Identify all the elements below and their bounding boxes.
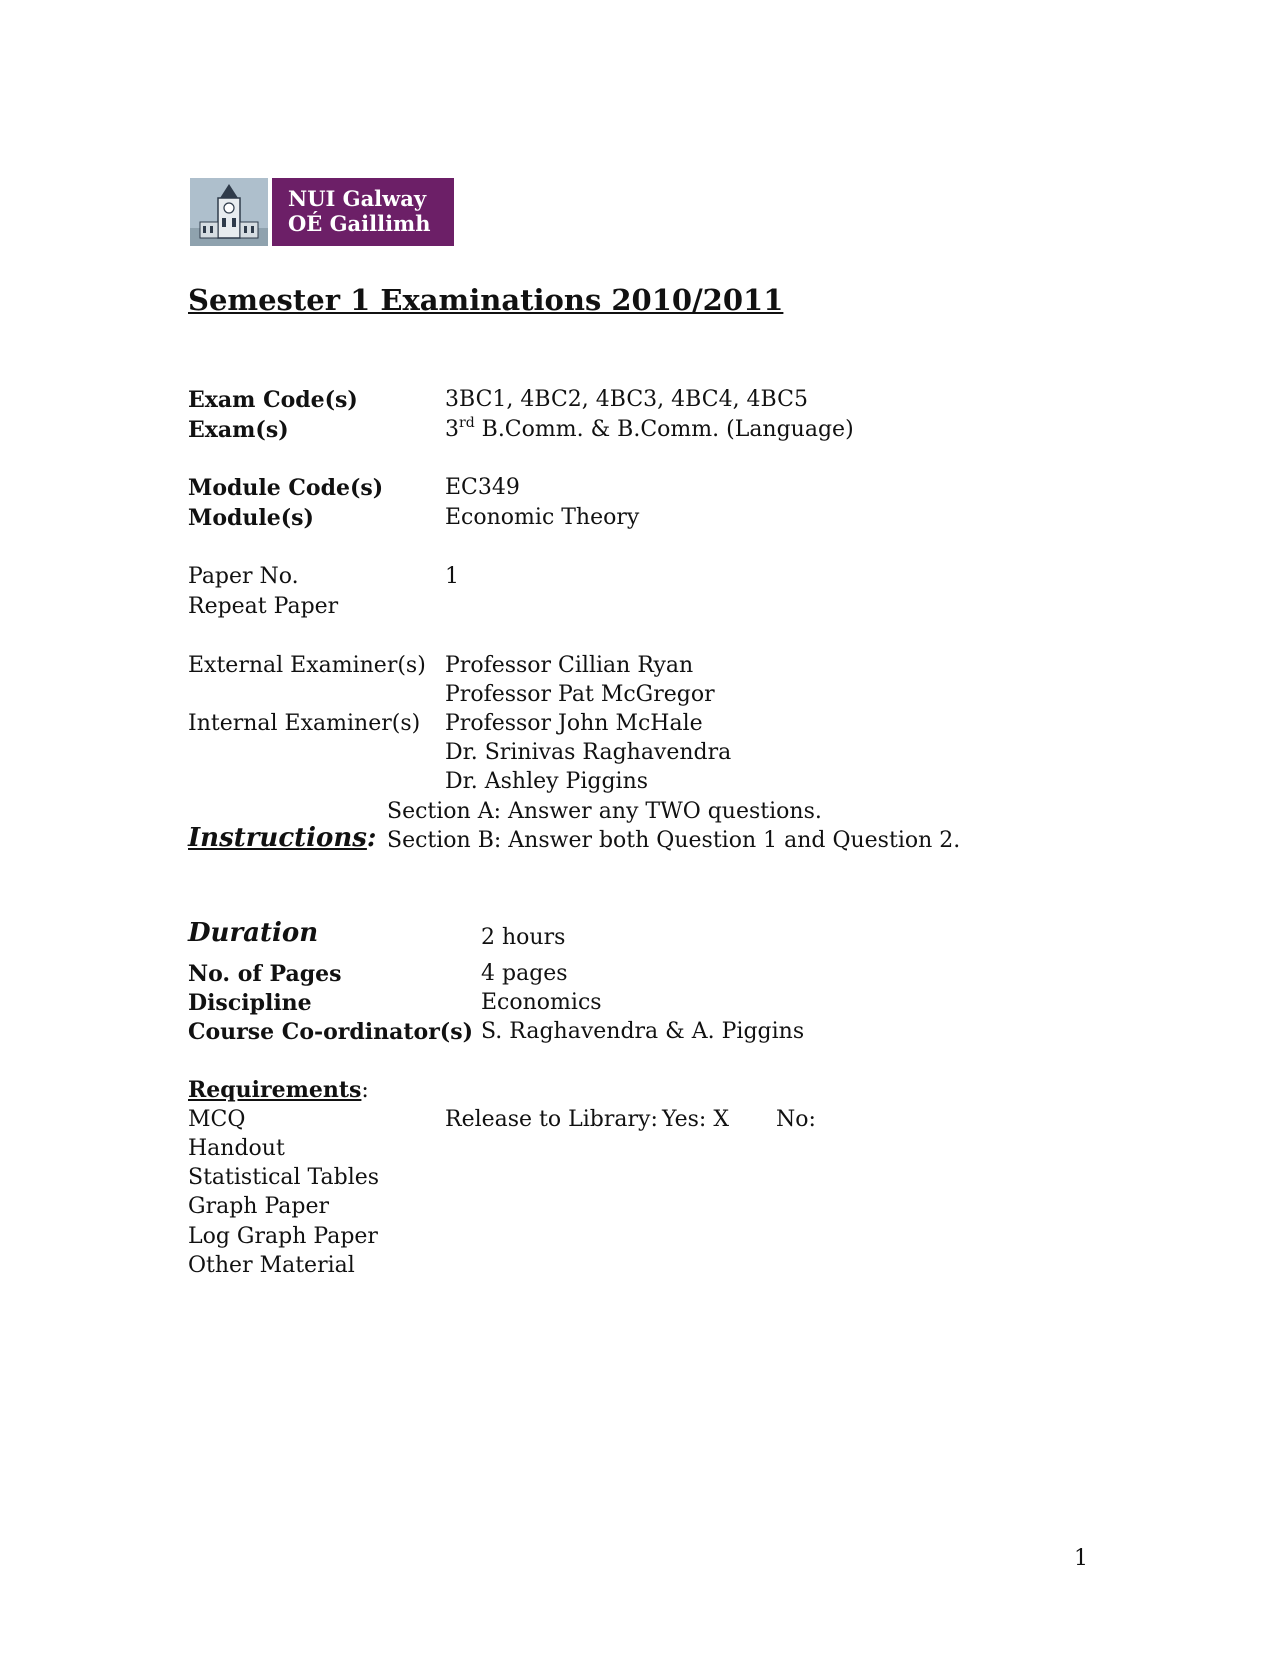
exam-value bbox=[445, 416, 854, 444]
requirements-colon: : bbox=[361, 1078, 369, 1103]
internal-examiner-3: Dr. Ashley Piggins bbox=[445, 769, 649, 794]
requirement-item: MCQ bbox=[188, 1107, 246, 1132]
exam-code-label: Exam Code(s) bbox=[188, 387, 358, 413]
pages-value: 4 pages bbox=[481, 961, 568, 986]
coordinator-value: S. Raghavendra & A. Piggins bbox=[481, 1019, 805, 1044]
internal-examiner-1: Professor John McHale bbox=[445, 711, 703, 736]
paper-no-label: Paper No. bbox=[188, 564, 299, 589]
module-code-label: Module Code(s) bbox=[188, 475, 384, 501]
internal-examiner-label: Internal Examiner(s) bbox=[188, 711, 421, 736]
requirement-item: Handout bbox=[188, 1136, 285, 1161]
module-code-value: EC349 bbox=[445, 475, 520, 500]
logo-line-2: OÉ Gaillimh bbox=[288, 211, 431, 236]
instructions-label-text: Instructions bbox=[188, 823, 367, 853]
duration-label: Duration bbox=[188, 918, 319, 948]
exam-value-rest: B.Comm. & B.Comm. (Language) bbox=[474, 417, 854, 442]
duration-value: 2 hours bbox=[481, 925, 566, 950]
instruction-line-2: Section B: Answer both Question 1 and Question 2. bbox=[387, 828, 961, 853]
external-examiner-label: External Examiner(s) bbox=[188, 653, 426, 678]
instruction-line-1: Section A: Answer any TWO questions. bbox=[387, 799, 822, 824]
logo-line-1: NUI Galway bbox=[288, 186, 427, 211]
repeat-paper-label: Repeat Paper bbox=[188, 594, 339, 619]
internal-examiner-2: Dr. Srinivas Raghavendra bbox=[445, 740, 732, 765]
requirement-item: Log Graph Paper bbox=[188, 1224, 378, 1249]
release-no: No: bbox=[776, 1107, 816, 1132]
requirement-item: Other Material bbox=[188, 1253, 355, 1278]
module-label: Module(s) bbox=[188, 505, 314, 531]
exam-value-sup: rd bbox=[459, 415, 475, 431]
exam-label: Exam(s) bbox=[188, 417, 289, 443]
requirement-item: Statistical Tables bbox=[188, 1165, 380, 1190]
paper-no-value: 1 bbox=[445, 564, 459, 589]
external-examiner-1: Professor Cillian Ryan bbox=[445, 653, 694, 678]
module-value: Economic Theory bbox=[445, 505, 640, 530]
clock-tower-icon bbox=[190, 178, 268, 246]
pages-label: No. of Pages bbox=[188, 961, 342, 987]
page-title: Semester 1 Examinations 2010/2011 bbox=[188, 283, 784, 317]
requirement-item: Graph Paper bbox=[188, 1194, 330, 1219]
page-number: 1 bbox=[1074, 1546, 1088, 1571]
exam-code-value: 3BC1, 4BC2, 4BC3, 4BC4, 4BC5 bbox=[445, 387, 808, 412]
requirements-heading bbox=[188, 1076, 369, 1105]
exam-value-ordinal: 3 bbox=[445, 417, 459, 442]
requirements-label: Requirements bbox=[188, 1077, 362, 1103]
coordinator-label: Course Co-ordinator(s) bbox=[188, 1019, 474, 1045]
nui-galway-logo bbox=[190, 178, 454, 246]
discipline-value: Economics bbox=[481, 990, 602, 1015]
logo-text bbox=[272, 178, 454, 246]
release-label: Release to Library: bbox=[445, 1107, 658, 1132]
instructions-colon: : bbox=[366, 823, 377, 853]
discipline-label: Discipline bbox=[188, 990, 312, 1016]
release-yes: Yes: X bbox=[662, 1107, 729, 1132]
external-examiner-2: Professor Pat McGregor bbox=[445, 682, 715, 707]
instructions-label bbox=[188, 822, 377, 854]
